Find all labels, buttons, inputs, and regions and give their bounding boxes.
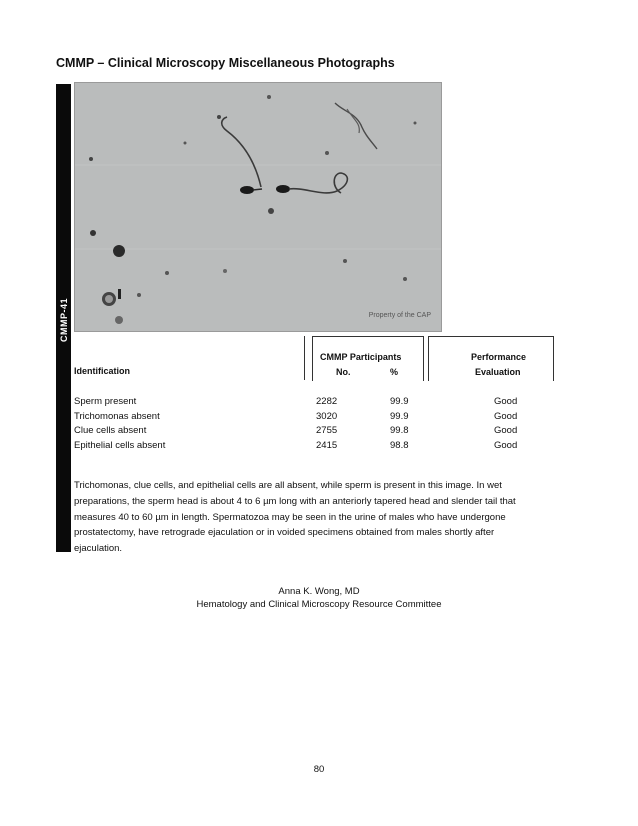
author-committee: Hematology and Clinical Microscopy Resource Committee [196,599,442,610]
performance-header: Performance [471,352,527,362]
row-no: 2415 [316,439,338,451]
table-row [74,425,544,440]
row-identification: Epithelial cells absent [74,439,166,451]
author-name: Anna K. Wong, MD [278,586,360,597]
row-no: 3020 [316,410,338,422]
micrograph-image [74,82,442,332]
pct-header: % [390,367,399,377]
description-line: Trichomonas, clue cells, and epithelial cells are all absent, while sperm is present in this image. In wet [74,480,502,491]
description-line: preparations, the sperm head is about 4 to 6 µm long with an anteriorly tapered head and slender tail that [74,495,516,507]
table-row [74,440,544,455]
row-identification: Clue cells absent [74,425,147,436]
table-row [74,411,544,426]
no-header: No. [336,367,351,377]
row-no: 2755 [316,425,338,436]
row-identification: Sperm present [74,396,137,407]
description-line: ejaculation. [74,543,123,555]
participants-header: CMMP Participants [320,352,402,362]
row-pct: 99.9 [390,396,409,407]
row-pct: 99.8 [390,425,409,436]
table-row [74,396,544,411]
watermark: Property of the CAP [368,312,431,319]
page-number: 80 [313,764,325,775]
row-identification: Trichomonas absent [74,410,160,422]
author-block [0,585,638,611]
micrograph-drawing [75,83,441,331]
case-id-label [56,290,71,350]
row-evaluation: Good [494,396,518,407]
description-line: measures 40 to 60 µm in length. Spermatozoa may be seen in the urine of males who have undergone [74,511,506,523]
identification-header: Identification [74,366,130,376]
results-table [74,396,544,454]
description-paragraph [74,478,564,557]
row-evaluation: Good [494,410,518,422]
row-pct: 98.8 [390,439,409,451]
row-evaluation: Good [494,425,518,436]
case-id-text: CMMP-41 [58,297,69,343]
description-line: prostatectomy, have retrograde ejaculation or in voided specimens obtained from males shortly after [74,527,495,539]
page-title: CMMP – Clinical Microscopy Miscellaneous Photographs [56,56,395,70]
evaluation-header: Evaluation [475,367,521,377]
row-evaluation: Good [494,439,518,451]
row-pct: 99.9 [390,410,409,422]
row-no: 2282 [316,396,338,407]
